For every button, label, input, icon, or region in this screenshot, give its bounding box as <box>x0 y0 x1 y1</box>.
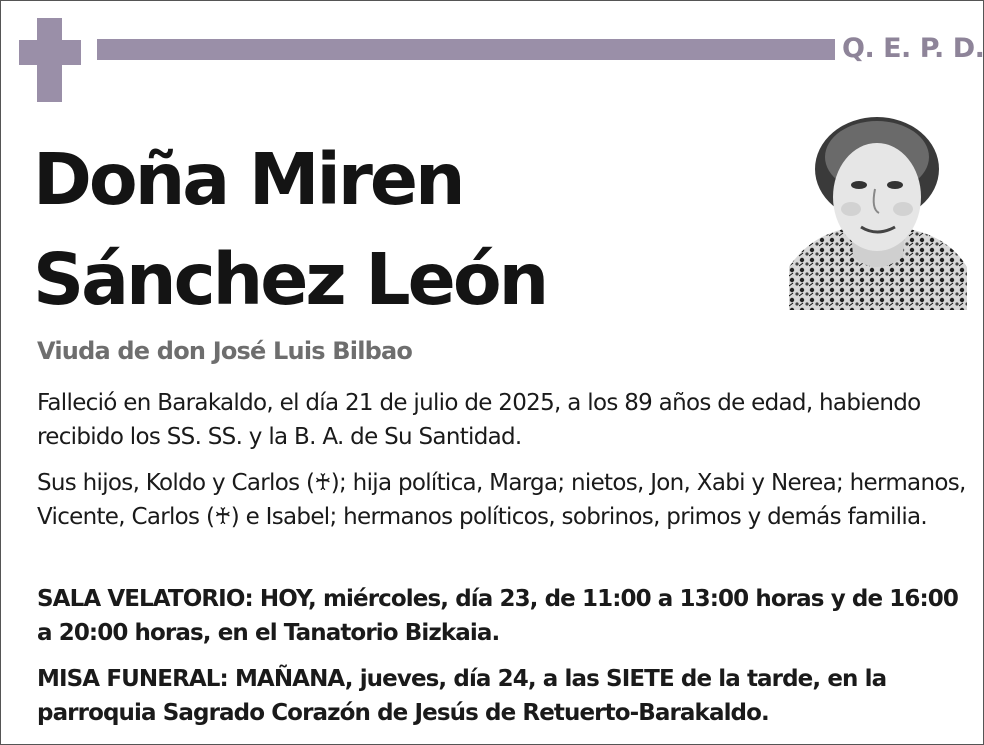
name-line-2: Sánchez León <box>33 238 547 321</box>
header-rule <box>97 39 835 60</box>
name-line-1: Doña Miren <box>33 138 463 221</box>
cross-icon-bar <box>19 40 81 65</box>
deceased-name <box>33 130 546 330</box>
wake-info-text: SALA VELATORIO: HOY, miércoles, día 23, de 11:00 a 13:00 horas y de 16:00 a 20:00 horas, en el Tanatorio Bizkaia. <box>37 586 958 646</box>
qepd-label: Q. E. P. D. <box>842 33 984 64</box>
family-list-text: Sus hijos, Koldo y Carlos (♰); hija política, Marga; nietos, Jon, Xabi y Nerea; hermanos, Vicente, Carlos (♰) e Isabel; hermanos políticos, sobrinos, primos y demás familia. <box>37 470 966 530</box>
funeral-mass-text: MISA FUNERAL: MAÑANA, jueves, día 24, a las SIETE de la tarde, en la parroquia Sagrado Corazón de Jesús de Retuerto-Barakaldo. <box>37 666 887 726</box>
subtitle: Viuda de don José Luis Bilbao <box>37 337 413 365</box>
portrait-photo <box>789 117 967 310</box>
death-notice-text: Falleció en Barakaldo, el día 21 de julio de 2025, a los 89 años de edad, habiendo recibido los SS. SS. y la B. A. de Su Santidad. <box>37 390 921 450</box>
